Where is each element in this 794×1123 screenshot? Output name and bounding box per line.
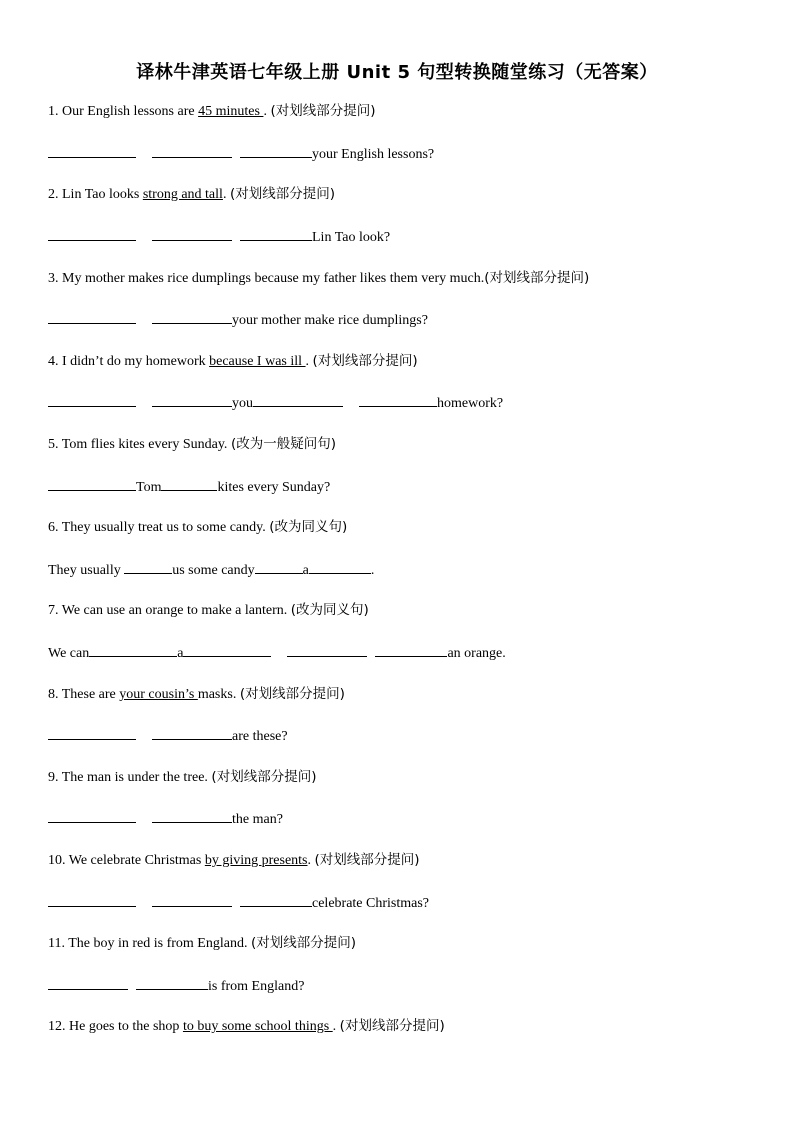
answer-blank[interactable]	[375, 643, 447, 657]
underlined-part: because I was ill	[209, 354, 306, 369]
answer-text: Tom	[136, 480, 162, 495]
answer-blank[interactable]	[183, 643, 271, 657]
answer-line-4	[48, 393, 503, 413]
question-text: .	[332, 1019, 340, 1034]
instruction: (对划线部分提问)	[211, 769, 317, 785]
underlined-part: strong and tall	[142, 187, 223, 202]
answer-blank[interactable]	[253, 393, 343, 407]
question-text: 2. Lin Tao looks	[48, 187, 143, 202]
answer-blank[interactable]	[48, 893, 136, 907]
question-text: 12. He goes to the shop	[48, 1019, 183, 1034]
answer-blank[interactable]	[152, 893, 232, 907]
answer-text: We can	[48, 646, 90, 661]
instruction: (改为一般疑问句)	[230, 436, 336, 452]
question-text: 7. We can use an orange to make a lantern.	[48, 603, 291, 618]
answer-line-8	[48, 726, 288, 746]
question-text: 3. My mother makes rice dumplings because my father likes them very much.	[48, 271, 485, 286]
answer-blank[interactable]	[287, 643, 367, 657]
answer-line-2	[48, 227, 390, 247]
question-10	[48, 851, 420, 870]
instruction: (对划线部分提问)	[270, 103, 376, 119]
answer-blank[interactable]	[152, 310, 232, 324]
answer-text: They usually	[48, 563, 125, 578]
question-2	[48, 185, 335, 204]
instruction: (改为同义句)	[269, 519, 348, 535]
question-text: 4. I didn’t do my homework	[48, 354, 210, 369]
instruction: (改为同义句)	[290, 602, 369, 618]
question-12	[48, 1017, 445, 1036]
answer-blank[interactable]	[89, 643, 177, 657]
question-text: .	[307, 853, 315, 868]
question-text: 11. The boy in red is from England.	[48, 936, 251, 951]
answer-line-11	[48, 976, 304, 996]
answer-blank[interactable]	[240, 144, 312, 158]
question-text: masks.	[197, 687, 240, 702]
answer-blank[interactable]	[359, 393, 437, 407]
answer-line-6	[48, 560, 374, 580]
answer-text: you	[232, 396, 253, 411]
answer-text: us some candy	[172, 563, 255, 578]
answer-blank[interactable]	[309, 560, 371, 574]
answer-text: .	[370, 563, 375, 578]
answer-blank[interactable]	[48, 809, 136, 823]
answer-blank[interactable]	[152, 809, 232, 823]
answer-blank[interactable]	[255, 560, 303, 574]
answer-text: Lin Tao look?	[312, 230, 391, 245]
answer-blank[interactable]	[48, 144, 136, 158]
answer-line-7	[48, 643, 506, 663]
answer-blank[interactable]	[240, 893, 312, 907]
question-text: .	[222, 187, 230, 202]
answer-blank[interactable]	[48, 227, 136, 241]
answer-text: homework?	[437, 396, 504, 411]
question-9	[48, 768, 316, 787]
question-8	[48, 685, 345, 704]
question-7	[48, 601, 369, 620]
answer-blank[interactable]	[48, 726, 136, 740]
question-5	[48, 435, 336, 454]
question-3	[48, 269, 589, 288]
answer-text: a	[302, 563, 309, 578]
answer-text: your mother make rice dumplings?	[232, 313, 428, 328]
answer-text: a	[177, 646, 184, 661]
answer-text: the man?	[232, 812, 283, 827]
answer-blank[interactable]	[152, 227, 232, 241]
question-text: .	[305, 354, 313, 369]
answer-line-3	[48, 310, 428, 330]
answer-blank[interactable]	[152, 393, 232, 407]
answer-blank[interactable]	[152, 144, 232, 158]
answer-blank[interactable]	[48, 393, 136, 407]
question-4	[48, 352, 418, 371]
question-text: 10. We celebrate Christmas	[48, 853, 205, 868]
answer-blank[interactable]	[48, 310, 136, 324]
answer-text: are these?	[232, 729, 288, 744]
question-text: 6. They usually treat us to some candy.	[48, 520, 270, 535]
answer-blank[interactable]	[136, 976, 208, 990]
answer-line-5	[48, 477, 330, 497]
answer-blank[interactable]	[240, 227, 312, 241]
answer-text: is from England?	[208, 979, 305, 994]
answer-line-9	[48, 809, 283, 829]
instruction: (对划线部分提问)	[314, 852, 420, 868]
question-text: .	[263, 104, 271, 119]
answer-blank[interactable]	[124, 560, 172, 574]
underlined-part: to buy some school things	[182, 1019, 333, 1034]
question-1	[48, 102, 375, 121]
answer-text: an orange.	[447, 646, 506, 661]
question-6	[48, 518, 347, 537]
underlined-part: by giving presents	[204, 853, 308, 868]
answer-text: celebrate Christmas?	[312, 896, 430, 911]
answer-line-1	[48, 144, 434, 164]
page-title: 译林牛津英语七年级上册 Unit 5 句型转换随堂练习（无答案）	[136, 62, 658, 83]
instruction: (对划线部分提问)	[484, 270, 590, 286]
answer-text: kites every Sunday?	[217, 480, 331, 495]
answer-blank[interactable]	[48, 477, 136, 491]
instruction: (对划线部分提问)	[312, 353, 418, 369]
question-11	[48, 934, 356, 953]
question-text: 5. Tom flies kites every Sunday.	[48, 437, 231, 452]
answer-text: your English lessons?	[312, 147, 435, 162]
answer-line-10	[48, 893, 429, 913]
answer-blank[interactable]	[161, 477, 217, 491]
instruction: (对划线部分提问)	[239, 686, 345, 702]
underlined-part: your cousin’s	[119, 687, 198, 702]
question-text: 1. Our English lessons are	[48, 104, 199, 119]
instruction: (对划线部分提问)	[339, 1018, 445, 1034]
instruction: (对划线部分提问)	[250, 935, 357, 951]
question-text: 8. These are	[48, 687, 120, 702]
underlined-part: 45 minutes	[198, 104, 264, 119]
answer-blank[interactable]	[152, 726, 232, 740]
answer-blank[interactable]	[48, 976, 128, 990]
question-text: 9. The man is under the tree.	[48, 770, 212, 785]
instruction: (对划线部分提问)	[229, 186, 335, 202]
